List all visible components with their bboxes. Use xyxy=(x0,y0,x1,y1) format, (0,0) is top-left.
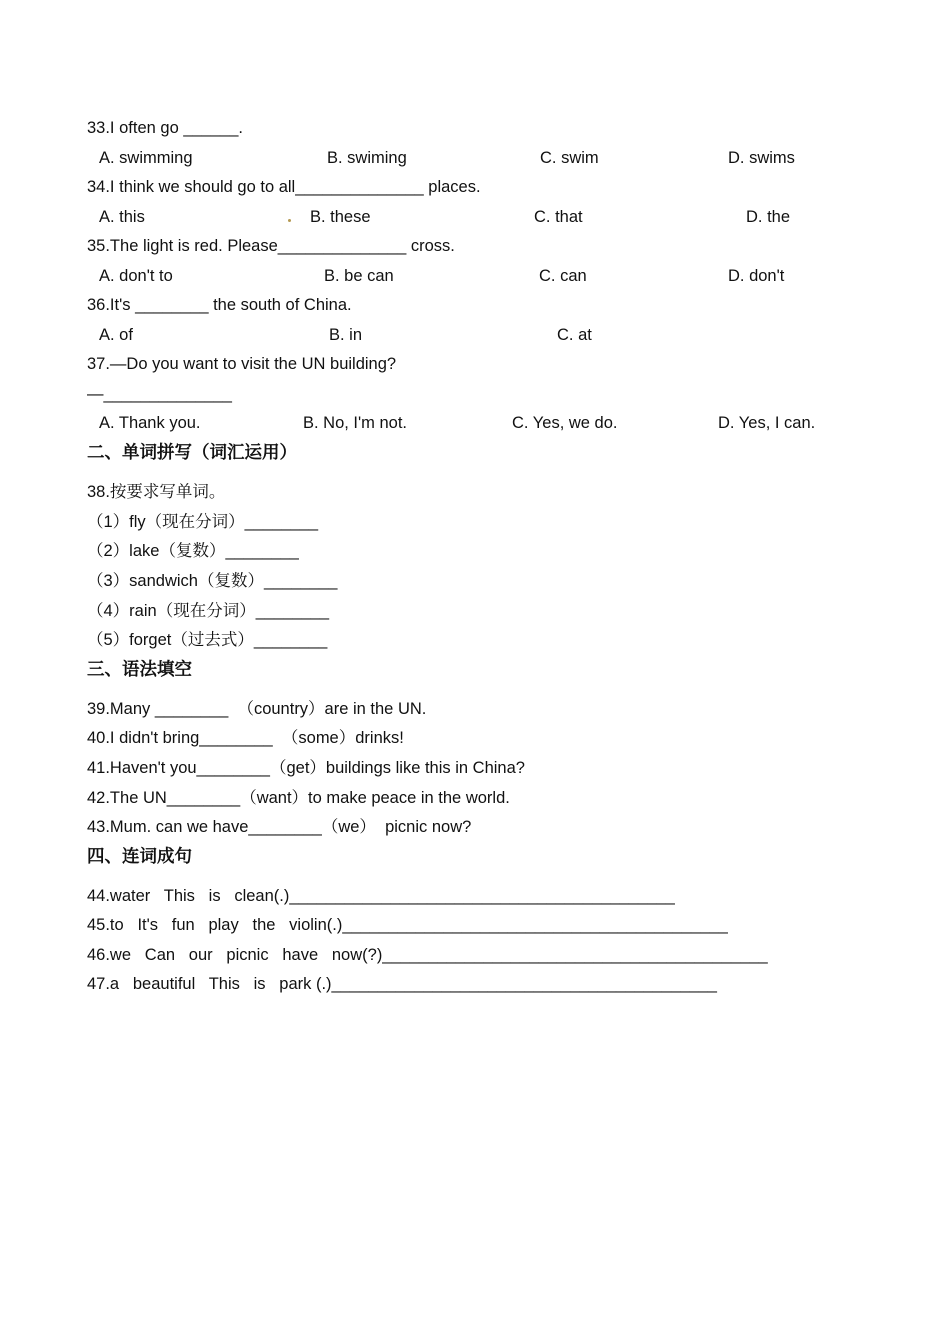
q33-option-d: D. swims xyxy=(728,149,795,167)
question-41: 41.Haven't you________（get）buildings like this in China? xyxy=(87,759,525,777)
q38-item-1: （1）fly（现在分词）________ xyxy=(87,513,319,531)
section-3-heading: 三、语法填空 xyxy=(87,660,192,680)
q36-option-a: A. of xyxy=(99,326,133,344)
q36-option-c: C. at xyxy=(557,326,592,344)
question-39: 39.Many ________ （country）are in the UN. xyxy=(87,700,427,718)
question-34: 34.I think we should go to all______________ places. xyxy=(87,178,481,196)
q34-option-a: A. this xyxy=(99,208,145,226)
q33-option-b: B. swiming xyxy=(327,149,407,167)
question-35: 35.The light is red. Please______________ cross. xyxy=(87,237,455,255)
q37-option-a: A. Thank you. xyxy=(99,414,201,432)
question-38: 38.按要求写单词。 xyxy=(87,483,226,501)
q38-item-3: （3）sandwich（复数）________ xyxy=(87,572,338,590)
q35-option-c: C. can xyxy=(539,267,587,285)
q37-option-c: C. Yes, we do. xyxy=(512,414,618,432)
q35-option-b: B. be can xyxy=(324,267,394,285)
question-33: 33.I often go ______. xyxy=(87,119,243,137)
q37-answer-line: —______________ xyxy=(87,385,232,403)
question-43: 43.Mum. can we have________（we） picnic now? xyxy=(87,818,472,836)
q34-option-c: C. that xyxy=(534,208,583,226)
section-4-heading: 四、连词成句 xyxy=(87,847,192,867)
question-47: 47.a beautiful This is park (.)__________________________________________ xyxy=(87,975,717,993)
q38-item-2: （2）lake（复数）________ xyxy=(87,542,299,560)
q37-option-b: B. No, I'm not. xyxy=(303,414,408,432)
stray-dot-mark xyxy=(288,219,291,222)
question-46: 46.we Can our picnic have now(?)__________________________________________ xyxy=(87,946,768,964)
q35-option-d: D. don't xyxy=(728,267,785,285)
q34-option-b: B. these xyxy=(310,208,371,226)
question-42: 42.The UN________（want）to make peace in the world. xyxy=(87,789,510,807)
question-40: 40.I didn't bring________ （some）drinks! xyxy=(87,729,404,747)
q34-option-d: D. the xyxy=(746,208,791,226)
q33-option-c: C. swim xyxy=(540,149,599,167)
q33-option-a: A. swimming xyxy=(99,149,193,167)
question-37: 37.—Do you want to visit the UN building? xyxy=(87,355,397,373)
q37-option-d: D. Yes, I can. xyxy=(718,414,816,432)
q35-option-a: A. don't to xyxy=(99,267,173,285)
section-2-heading: 二、单词拼写（词汇运用） xyxy=(87,443,297,463)
q38-item-4: （4）rain（现在分词）________ xyxy=(87,602,330,620)
question-44: 44.water This is clean(.)__________________________________________ xyxy=(87,887,675,905)
question-36: 36.It's ________ the south of China. xyxy=(87,296,352,314)
question-45: 45.to It's fun play the violin(.)__________________________________________ xyxy=(87,916,728,934)
q36-option-b: B. in xyxy=(329,326,363,344)
q38-item-5: （5）forget（过去式）________ xyxy=(87,631,328,649)
